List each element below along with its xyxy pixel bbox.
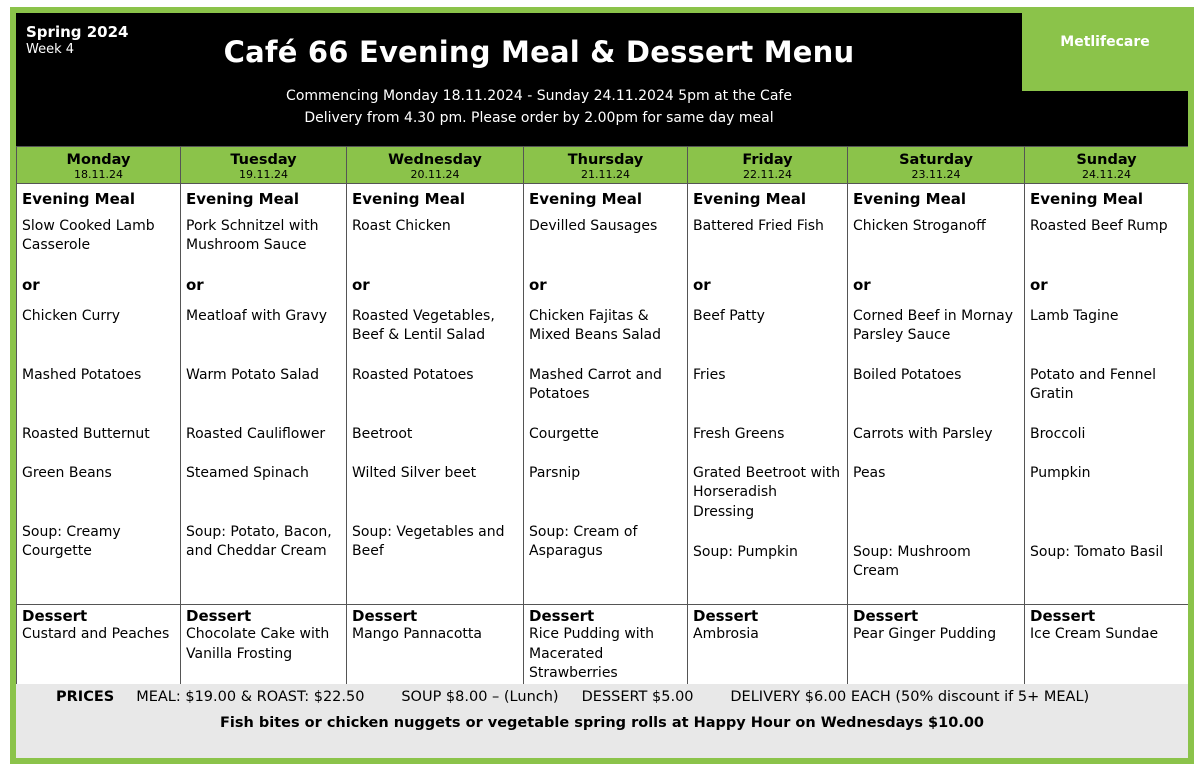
menu-frame xyxy=(10,7,1194,764)
date-range-text: Commencing Monday 18.11.2024 - Sunday 24.11.2024 5pm at the Cafe xyxy=(286,88,792,104)
or-label: or xyxy=(529,275,547,294)
dessert-cell-thursday xyxy=(524,605,688,692)
evening-meal-label: Evening Meal xyxy=(186,190,300,208)
dessert-label: Dessert xyxy=(853,607,919,625)
season-label: Spring 2024 xyxy=(26,23,129,41)
or-label: or xyxy=(22,275,40,294)
dessert-item: Custard and Peaches xyxy=(22,626,170,642)
dessert-item: Ice Cream Sundae xyxy=(1030,626,1159,642)
or-label: or xyxy=(186,275,204,294)
day-date: 20.11.24 xyxy=(410,168,460,181)
day-header-saturday xyxy=(848,147,1025,184)
main-option-2: Beef Patty xyxy=(693,307,765,324)
vegetable-side-2: Green Beans xyxy=(22,464,112,481)
delivery-note: Delivery from 4.30 pm. Please order by 2.00pm for same day meal xyxy=(304,110,774,126)
starch-side: Mashed Carrot and Potatoes xyxy=(529,366,662,402)
meal-cell-monday xyxy=(17,184,181,605)
vegetable-side-1: Roasted Butternut xyxy=(22,425,150,442)
or-label: or xyxy=(853,275,871,294)
day-date: 18.11.24 xyxy=(74,168,123,181)
dessert-label: Dessert xyxy=(529,607,595,625)
page-title: Café 66 Evening Meal & Dessert Menu xyxy=(223,35,855,69)
prices-label: PRICES xyxy=(56,689,115,705)
main-option-1: Slow Cooked Lamb Casserole xyxy=(22,217,155,253)
day-header-row xyxy=(17,147,1189,184)
day-name: Saturday xyxy=(899,152,973,168)
dessert-label: Dessert xyxy=(186,607,252,625)
vegetable-side-2: Pumpkin xyxy=(1030,464,1091,481)
dessert-cell-saturday xyxy=(848,605,1025,692)
starch-side: Roasted Potatoes xyxy=(352,366,474,383)
dessert-item: Rice Pudding with Macerated Strawberries xyxy=(529,626,655,681)
soup-item: Soup: Cream of Asparagus xyxy=(529,523,638,559)
meal-cell-wednesday xyxy=(347,184,524,605)
evening-meal-label: Evening Meal xyxy=(22,190,136,208)
day-header-thursday xyxy=(524,147,688,184)
main-option-2: Lamb Tagine xyxy=(1030,307,1119,324)
main-option-2: Corned Beef in Mornay Parsley Sauce xyxy=(853,307,1013,343)
vegetable-side-1: Beetroot xyxy=(352,425,413,442)
or-label: or xyxy=(1030,275,1048,294)
day-name: Friday xyxy=(742,152,793,168)
main-option-1: Roast Chicken xyxy=(352,217,451,234)
brand-logo: Metlifecare xyxy=(1022,13,1188,91)
day-header-monday xyxy=(17,147,181,184)
day-date: 23.11.24 xyxy=(911,168,961,181)
soup-item: Soup: Pumpkin xyxy=(693,543,798,560)
day-date: 24.11.24 xyxy=(1082,168,1131,181)
main-option-1: Pork Schnitzel with Mushroom Sauce xyxy=(186,217,319,253)
vegetable-side-1: Fresh Greens xyxy=(693,425,785,442)
menu-table xyxy=(16,146,1189,692)
price-list xyxy=(56,689,1089,705)
meal-row xyxy=(17,184,1189,605)
dessert-label: Dessert xyxy=(22,607,88,625)
day-name: Tuesday xyxy=(230,152,297,168)
soup-item: Soup: Vegetables and Beef xyxy=(352,523,505,559)
dessert-cell-monday xyxy=(17,605,181,692)
main-option-1: Chicken Stroganoff xyxy=(853,217,986,234)
meal-cell-thursday xyxy=(524,184,688,605)
day-header-wednesday xyxy=(347,147,524,184)
dessert-cell-friday xyxy=(688,605,848,692)
or-label: or xyxy=(693,275,711,294)
dessert-cell-tuesday xyxy=(181,605,347,692)
week-label: Week 4 xyxy=(26,42,75,57)
starch-side: Potato and Fennel Gratin xyxy=(1030,366,1157,402)
dessert-item: Mango Pannacotta xyxy=(352,626,482,642)
day-name: Monday xyxy=(66,152,131,168)
vegetable-side-1: Courgette xyxy=(529,425,599,442)
soup-item: Soup: Creamy Courgette xyxy=(22,523,121,559)
day-name: Wednesday xyxy=(388,152,482,168)
vegetable-side-2: Parsnip xyxy=(529,464,581,481)
dessert-cell-wednesday xyxy=(347,605,524,692)
vegetable-side-2: Steamed Spinach xyxy=(186,464,309,481)
starch-side: Boiled Potatoes xyxy=(853,366,962,383)
day-date: 19.11.24 xyxy=(239,168,288,181)
main-option-1: Roasted Beef Rump xyxy=(1030,217,1168,234)
starch-side: Mashed Potatoes xyxy=(22,366,142,383)
vegetable-side-2: Grated Beetroot with Horseradish Dressing xyxy=(693,464,841,520)
dessert-label: Dessert xyxy=(693,607,759,625)
day-name: Thursday xyxy=(567,152,644,168)
prices-text: MEAL: $19.00 & ROAST: $22.50 SOUP $8.00 – (Lunch) DESSERT $5.00 DELIVERY $6.00 EACH (50% discount if 5+ MEAL) xyxy=(136,689,1090,705)
menu-header xyxy=(16,13,1022,146)
meal-cell-friday xyxy=(688,184,848,605)
evening-meal-label: Evening Meal xyxy=(352,190,466,208)
day-name: Sunday xyxy=(1076,152,1137,168)
dessert-row xyxy=(17,605,1189,692)
brand-filler xyxy=(1022,91,1188,146)
starch-side: Warm Potato Salad xyxy=(186,366,320,383)
day-date: 21.11.24 xyxy=(581,168,630,181)
meal-cell-tuesday xyxy=(181,184,347,605)
vegetable-side-1: Roasted Cauliflower xyxy=(186,425,326,442)
happy-hour-special: Fish bites or chicken nuggets or vegetable spring rolls at Happy Hour on Wednesdays $10.00 xyxy=(219,715,985,731)
price-footer xyxy=(16,684,1188,758)
or-label: or xyxy=(352,275,370,294)
vegetable-side-2: Peas xyxy=(853,464,886,481)
vegetable-side-1: Broccoli xyxy=(1030,425,1086,442)
soup-item: Soup: Tomato Basil xyxy=(1030,543,1164,560)
main-option-2: Chicken Curry xyxy=(22,307,120,324)
day-header-tuesday xyxy=(181,147,347,184)
dessert-item: Ambrosia xyxy=(693,626,759,642)
vegetable-side-1: Carrots with Parsley xyxy=(853,425,993,442)
main-option-1: Devilled Sausages xyxy=(529,217,658,234)
starch-side: Fries xyxy=(693,366,726,383)
day-header-friday xyxy=(688,147,848,184)
vegetable-side-2: Wilted Silver beet xyxy=(352,464,477,481)
evening-meal-label: Evening Meal xyxy=(853,190,967,208)
dessert-cell-sunday xyxy=(1025,605,1189,692)
soup-item: Soup: Potato, Bacon, and Cheddar Cream xyxy=(186,523,332,559)
evening-meal-label: Evening Meal xyxy=(529,190,643,208)
main-option-2: Roasted Vegetables, Beef & Lentil Salad xyxy=(352,307,495,343)
meal-cell-sunday xyxy=(1025,184,1189,605)
day-date: 22.11.24 xyxy=(743,168,792,181)
evening-meal-label: Evening Meal xyxy=(1030,190,1144,208)
dessert-item: Chocolate Cake with Vanilla Frosting xyxy=(186,626,330,662)
soup-item: Soup: Mushroom Cream xyxy=(853,543,971,579)
main-option-1: Battered Fried Fish xyxy=(693,217,824,234)
main-option-2: Chicken Fajitas & Mixed Beans Salad xyxy=(529,307,662,343)
evening-meal-label: Evening Meal xyxy=(693,190,807,208)
dessert-label: Dessert xyxy=(1030,607,1096,625)
day-header-sunday xyxy=(1025,147,1189,184)
main-option-2: Meatloaf with Gravy xyxy=(186,307,328,324)
meal-cell-saturday xyxy=(848,184,1025,605)
dessert-label: Dessert xyxy=(352,607,418,625)
dessert-item: Pear Ginger Pudding xyxy=(853,626,997,642)
